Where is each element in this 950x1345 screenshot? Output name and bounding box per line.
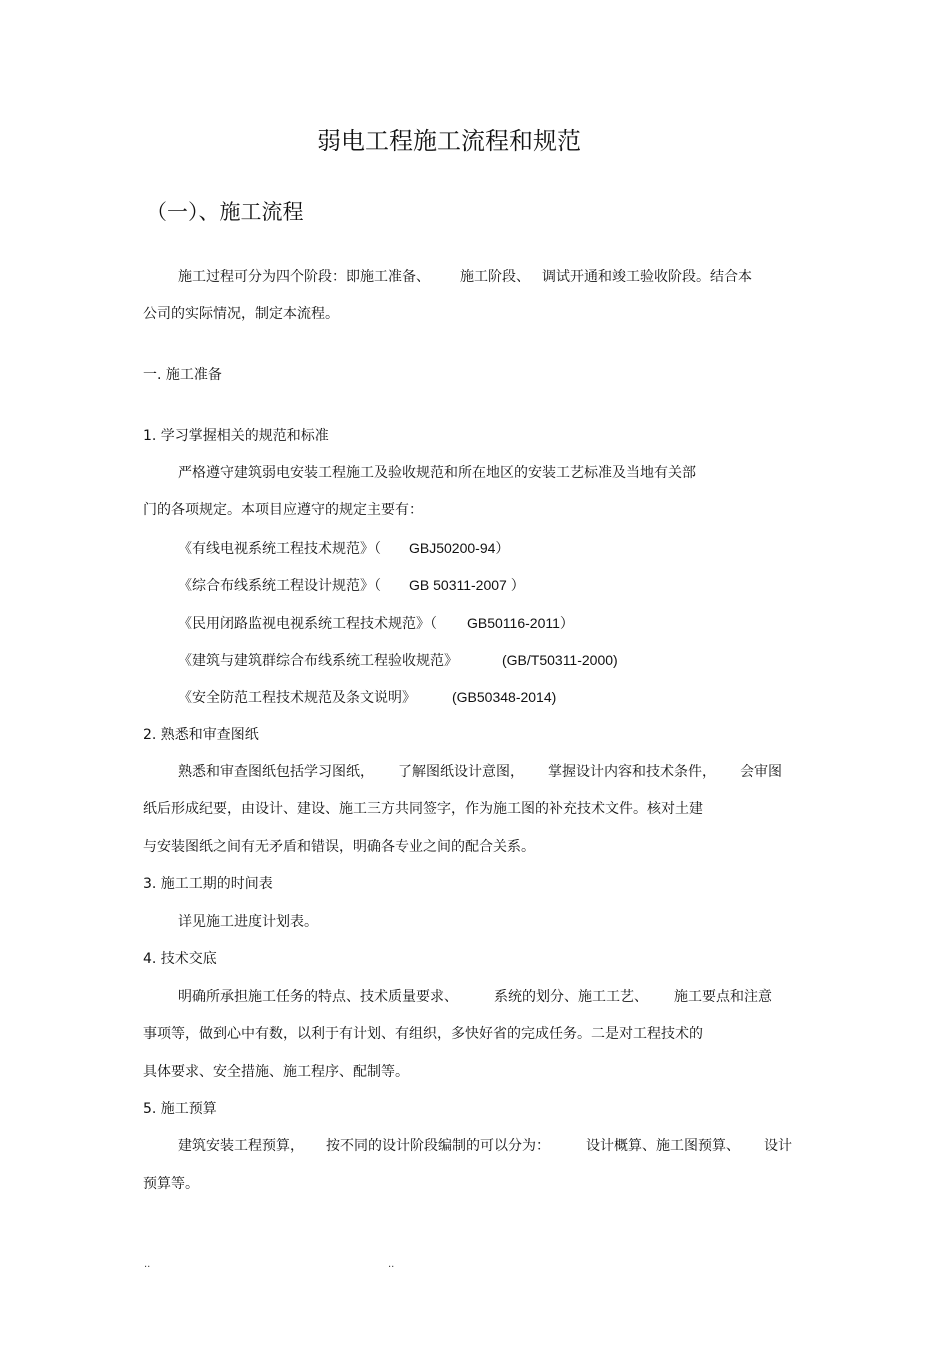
standard-name: 《安全防范工程技术规范及条文说明》 <box>178 690 416 706</box>
item5-text-a: 建筑安装工程预算， <box>178 1138 304 1154</box>
standard-code: (GB/T50311-2000) <box>502 652 618 668</box>
item1-para-line-2: 门的各项规定。本项目应遵守的规定主要有： <box>143 502 423 518</box>
item2-text-b: 了解图纸设计意图， <box>398 764 524 780</box>
item1-heading: 1. 学习掌握相关的规范和标准 <box>143 428 329 444</box>
section-heading: （一）、施工流程 <box>146 200 304 224</box>
item5-heading: 5. 施工预算 <box>143 1101 217 1117</box>
item5-text-d: 设计 <box>764 1138 792 1154</box>
item4-line-2: 事项等，做到心中有数，以利于有计划、有组织，多快好省的完成任务。二是对工程技术的 <box>143 1026 703 1042</box>
standard-item <box>178 688 556 707</box>
standard-item <box>178 614 574 633</box>
item2-heading: 2. 熟悉和审查图纸 <box>143 727 259 743</box>
footer-left-mark: .. <box>144 1259 151 1270</box>
item1-para-line-1: 严格遵守建筑弱电安装工程施工及验收规范和所在地区的安装工艺标准及当地有关部 <box>178 465 696 481</box>
item3-line-1: 详见施工进度计划表。 <box>178 914 318 930</box>
footer-right-mark: .. <box>388 1259 395 1270</box>
standard-code: (GB50348-2014) <box>452 689 557 705</box>
standard-name: 《建筑与建筑群综合布线系统工程验收规范》 <box>178 653 458 669</box>
item3-heading: 3. 施工工期的时间表 <box>143 876 273 892</box>
item2-line-1 <box>178 763 782 781</box>
item4-text-a: 明确所承担施工任务的特点、技术质量要求、 <box>178 989 458 1005</box>
standard-name: 《综合布线系统工程设计规范》（ <box>178 578 381 594</box>
item2-line-2: 纸后形成纪要，由设计、建设、施工三方共同签字，作为施工图的补充技术文件。核对土建 <box>143 801 703 817</box>
item2-text-a: 熟悉和审查图纸包括学习图纸， <box>178 764 374 780</box>
item4-text-c: 施工要点和注意 <box>674 989 772 1005</box>
standard-code: GBJ50200-94） <box>409 540 510 556</box>
standard-name: 《有线电视系统工程技术规范》（ <box>178 541 381 557</box>
item2-text-d: 会审图 <box>740 764 782 780</box>
item2-text-c: 掌握设计内容和技术条件， <box>548 764 716 780</box>
standard-name: 《民用闭路监视电视系统工程技术规范》（ <box>178 616 437 632</box>
standard-code: GB 50311-2007 ） <box>409 577 525 593</box>
item5-line-1 <box>178 1137 792 1155</box>
item4-line-1 <box>178 988 772 1006</box>
standard-code: GB50116-2011） <box>467 615 574 631</box>
document-title: 弱电工程施工流程和规范 <box>317 127 581 155</box>
intro-line-1 <box>178 268 752 286</box>
standard-item <box>178 651 618 670</box>
item5-line-2: 预算等。 <box>143 1176 199 1192</box>
intro-text-a: 施工过程可分为四个阶段：即施工准备、 <box>178 269 430 285</box>
intro-text-b: 施工阶段、 <box>460 269 530 285</box>
intro-line-2: 公司的实际情况，制定本流程。 <box>143 306 339 322</box>
item2-line-3: 与安装图纸之间有无矛盾和错误，明确各专业之间的配合关系。 <box>143 839 535 855</box>
standard-item <box>178 576 525 595</box>
standard-item <box>178 539 509 558</box>
intro-text-c: 调试开通和竣工验收阶段。结合本 <box>542 269 752 285</box>
item5-text-c: 设计概算、施工图预算、 <box>586 1138 740 1154</box>
item4-text-b: 系统的划分、施工工艺、 <box>494 989 648 1005</box>
item5-text-b: 按不同的设计阶段编制的可以分为： <box>326 1138 550 1154</box>
item4-heading: 4. 技术交底 <box>143 951 217 967</box>
part1-heading: 一. 施工准备 <box>143 367 222 383</box>
item4-line-3: 具体要求、安全措施、施工程序、配制等。 <box>143 1064 409 1080</box>
